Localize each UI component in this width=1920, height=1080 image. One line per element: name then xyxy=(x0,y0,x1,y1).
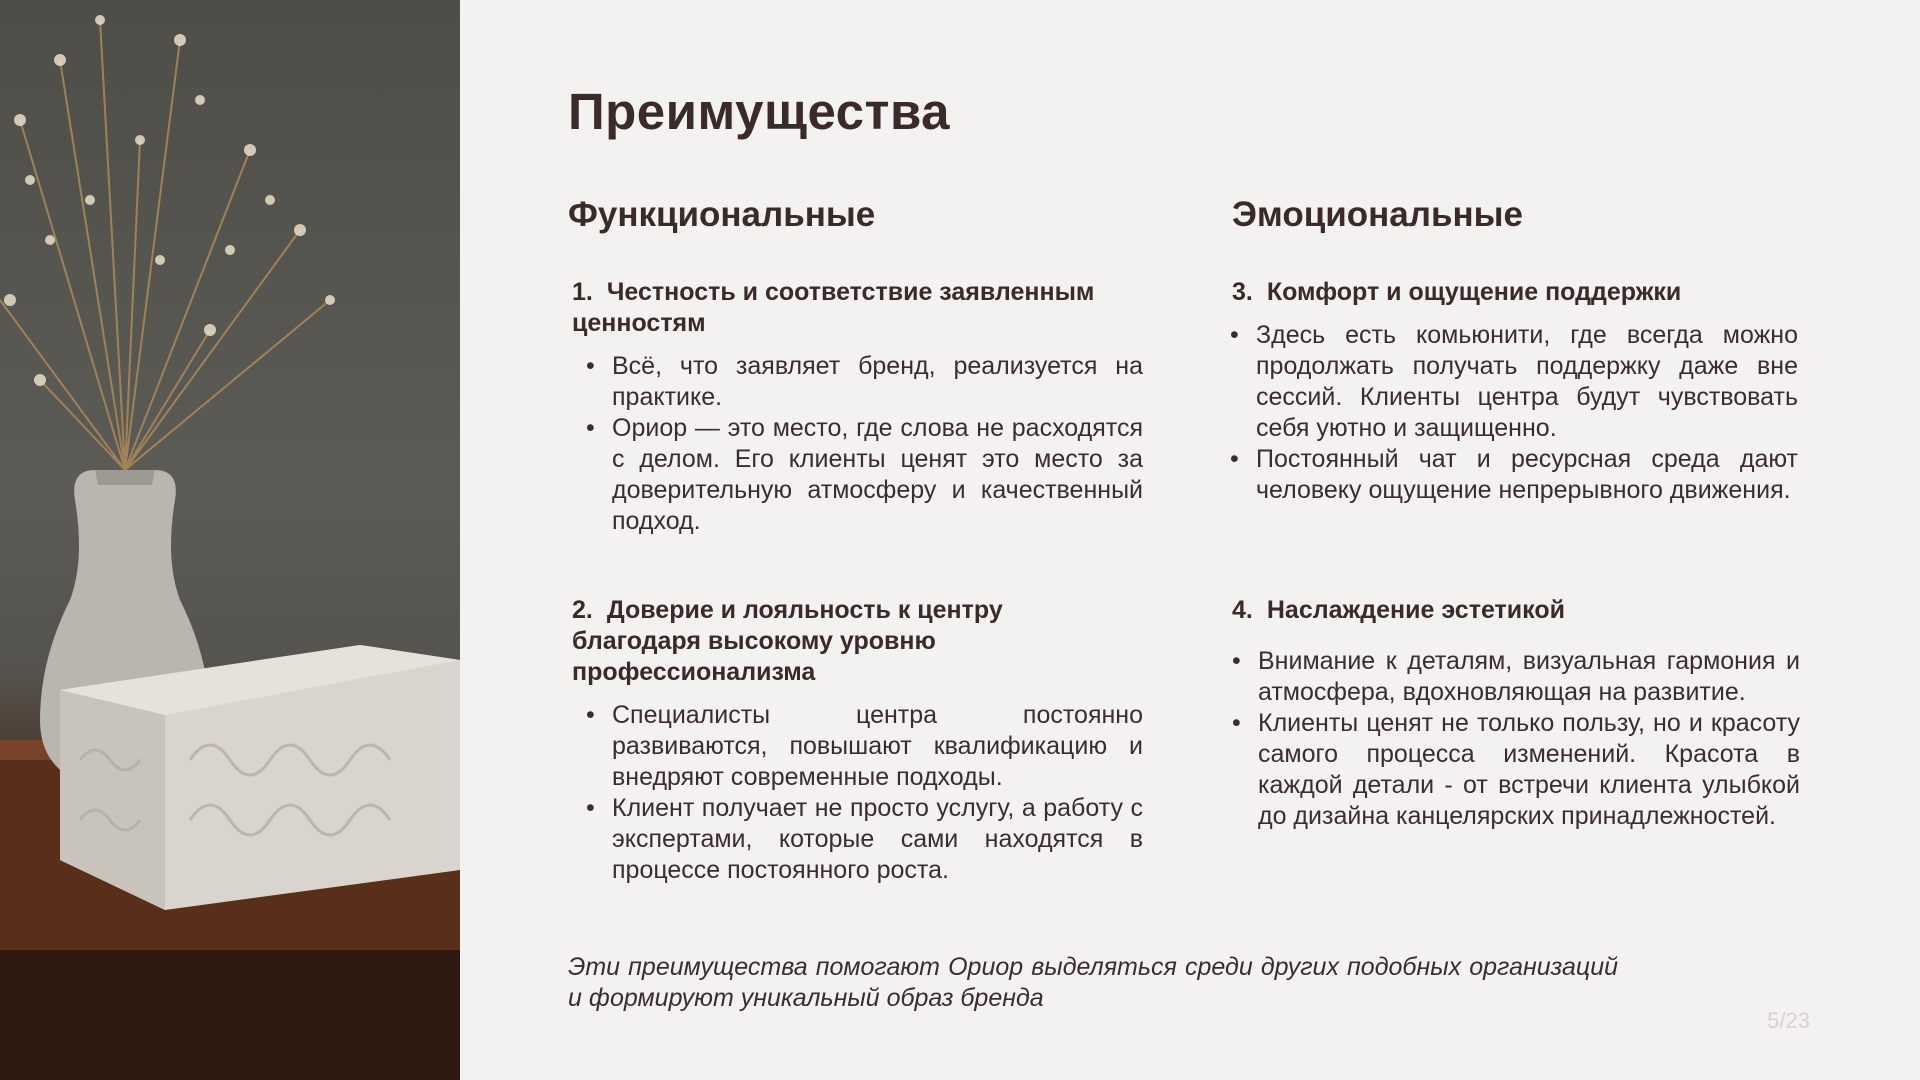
bullet-item: • Клиенты ценят не только пользу, но и красоту самого процесса изменений. Красота в каждой детали - от встречи клиента улыбкой до дизайна канцелярских принадлежностей. xyxy=(1258,708,1800,832)
slide-content xyxy=(568,0,1920,1080)
bullet-list xyxy=(1228,320,1798,506)
benefit-item-4 xyxy=(1228,595,1800,832)
benefit-number: 1. xyxy=(572,278,593,306)
benefit-item-3 xyxy=(1228,277,1798,506)
emotional-column xyxy=(1232,195,1802,830)
benefit-title-text: Комфорт и ощущение поддержки xyxy=(1266,278,1682,306)
page-number: 5/23 xyxy=(1767,1008,1810,1033)
benefit-title xyxy=(1232,595,1800,626)
benefit-number: 2. xyxy=(572,596,593,624)
functional-heading: Функциональные xyxy=(568,195,876,234)
benefit-number: 4. xyxy=(1232,596,1253,624)
benefit-title xyxy=(572,277,1143,339)
bullet-list xyxy=(1228,646,1800,832)
bullet-item: • Специалисты центра постоянно развиваются, повышают квалификацию и внедряют современные подходы. xyxy=(612,700,1143,793)
functional-column xyxy=(568,195,1143,884)
bullet-item: • Клиент получает не просто услугу, а работу с экспертами, которые сами находятся в процессе постоянного роста. xyxy=(612,793,1143,886)
benefit-item-1 xyxy=(568,277,1143,537)
slide-title: Преимущества xyxy=(568,83,951,140)
bullet-item: • Внимание к деталям, визуальная гармония и атмосфера, вдохновляющая на развитие. xyxy=(1258,646,1800,708)
decorative-photo xyxy=(0,0,460,1080)
emotional-heading: Эмоциональные xyxy=(1232,195,1523,234)
bullet-list xyxy=(568,700,1143,886)
bullet-item: • Всё, что заявляет бренд, реализуется на практике. xyxy=(612,351,1143,413)
bullet-item: • Здесь есть комьюнити, где всегда можно продолжать получать поддержку даже вне сессий. Клиенты центра будут чувствовать себя уютно и защищенно. xyxy=(1256,320,1798,444)
benefit-title-text: Наслаждение эстетикой xyxy=(1266,596,1565,624)
benefit-title xyxy=(572,595,1052,688)
bullet-item: • Ориор — это место, где слова не расходятся с делом. Его клиенты ценят это место за доверительную атмосферу и качественный подход. xyxy=(612,413,1143,537)
benefit-title-text: Доверие и лояльность к центру благодаря высокому уровню профессионализма xyxy=(572,596,1003,686)
benefit-title-text: Честность и соответствие заявленным ценностям xyxy=(572,278,1095,337)
benefit-number: 3. xyxy=(1232,278,1253,306)
bullet-item: • Постоянный чат и ресурсная среда дают человеку ощущение непрерывного движения. xyxy=(1256,444,1798,506)
benefit-item-2 xyxy=(568,595,1143,886)
benefit-title xyxy=(1232,277,1798,308)
footer-note: Эти преимущества помогают Ориор выделяться среди других подобных организаций и формируют уникальный образ бренда xyxy=(568,953,1618,1012)
bullet-list xyxy=(568,351,1143,537)
